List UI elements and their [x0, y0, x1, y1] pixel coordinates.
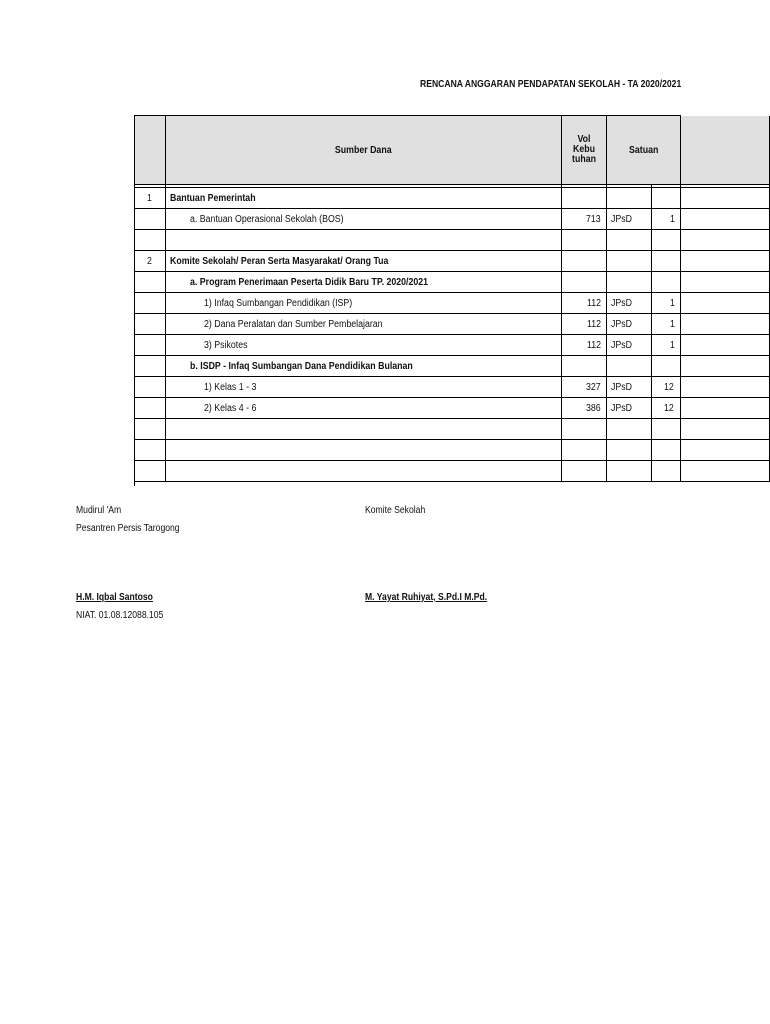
row-extra	[680, 293, 769, 314]
row-extra	[680, 209, 769, 230]
row-source-label: 2) Kelas 4 - 6	[165, 398, 561, 419]
row-source-label	[165, 419, 561, 440]
budget-table-container	[134, 115, 681, 486]
row-number	[135, 293, 165, 314]
row-extra	[680, 356, 769, 377]
row-source-label	[165, 230, 561, 251]
row-volume	[561, 251, 606, 272]
row-source-label: a. Program Penerimaan Peserta Didik Baru TP. 2020/2021	[165, 272, 561, 293]
row-extra	[680, 314, 769, 335]
row-volume: 112	[561, 335, 606, 356]
row-unit: JPsD	[606, 377, 651, 398]
row-frequency: 12	[651, 377, 680, 398]
row-volume: 112	[561, 314, 606, 335]
left-signer-id: NIAT. 01.08.12088.105	[76, 610, 164, 621]
row-source-label: 3) Psikotes	[165, 335, 561, 356]
row-extra	[680, 398, 769, 419]
table-row	[135, 272, 769, 293]
right-signer-name: M. Yayat Ruhiyat, S.Pd.I M.Pd.	[365, 592, 488, 603]
row-frequency	[651, 251, 680, 272]
row-extra	[680, 251, 769, 272]
row-volume: 112	[561, 293, 606, 314]
table-row	[135, 314, 769, 335]
table-row	[135, 188, 769, 209]
row-source-label: 1) Infaq Sumbangan Pendidikan (ISP)	[165, 293, 561, 314]
row-extra	[680, 335, 769, 356]
row-extra	[680, 188, 769, 209]
row-frequency	[651, 230, 680, 251]
row-extra	[680, 377, 769, 398]
table-row	[135, 293, 769, 314]
row-unit: JPsD	[606, 209, 651, 230]
table-row	[135, 440, 769, 461]
table-row	[135, 335, 769, 356]
table-row	[135, 419, 769, 440]
row-volume: 713	[561, 209, 606, 230]
row-number	[135, 335, 165, 356]
row-unit	[606, 461, 651, 482]
row-frequency	[651, 272, 680, 293]
row-volume	[561, 230, 606, 251]
row-unit	[606, 440, 651, 461]
row-extra	[680, 461, 769, 482]
row-frequency: 12	[651, 398, 680, 419]
row-extra	[680, 272, 769, 293]
row-source-label: b. ISDP - Infaq Sumbangan Dana Pendidikan Bulanan	[165, 356, 561, 377]
row-unit	[606, 272, 651, 293]
table-row	[135, 230, 769, 251]
row-unit	[606, 419, 651, 440]
row-unit	[606, 230, 651, 251]
row-number	[135, 272, 165, 293]
left-signer-org: Pesantren Persis Tarogong	[76, 523, 180, 534]
row-unit	[606, 188, 651, 209]
row-number	[135, 461, 165, 482]
row-volume: 327	[561, 377, 606, 398]
budget-table	[135, 116, 770, 482]
row-volume	[561, 188, 606, 209]
row-source-label	[165, 461, 561, 482]
row-frequency	[651, 419, 680, 440]
table-row	[135, 251, 769, 272]
row-frequency: 1	[651, 293, 680, 314]
row-number	[135, 398, 165, 419]
row-unit	[606, 356, 651, 377]
row-number	[135, 377, 165, 398]
row-unit: JPsD	[606, 335, 651, 356]
right-signer-role: Komite Sekolah	[365, 505, 426, 516]
row-frequency: 1	[651, 314, 680, 335]
row-number	[135, 209, 165, 230]
header-source: Sumber Dana	[165, 116, 561, 185]
row-volume	[561, 356, 606, 377]
row-source-label: Komite Sekolah/ Peran Serta Masyarakat/ Orang Tua	[165, 251, 561, 272]
row-frequency	[651, 356, 680, 377]
row-volume	[561, 419, 606, 440]
table-row	[135, 398, 769, 419]
row-number	[135, 314, 165, 335]
row-volume	[561, 440, 606, 461]
row-volume: 386	[561, 398, 606, 419]
row-number	[135, 230, 165, 251]
row-unit: JPsD	[606, 314, 651, 335]
table-header-row	[135, 116, 769, 185]
document-title: RENCANA ANGGARAN PENDAPATAN SEKOLAH - TA 2020/2021	[420, 79, 682, 90]
row-number	[135, 440, 165, 461]
row-source-label: Bantuan Pemerintah	[165, 188, 561, 209]
row-number	[135, 356, 165, 377]
row-frequency	[651, 440, 680, 461]
row-unit: JPsD	[606, 398, 651, 419]
row-source-label: 2) Dana Peralatan dan Sumber Pembelajaran	[165, 314, 561, 335]
row-extra	[680, 440, 769, 461]
row-frequency: 1	[651, 209, 680, 230]
row-number	[135, 419, 165, 440]
row-extra	[680, 230, 769, 251]
row-unit	[606, 251, 651, 272]
row-extra	[680, 419, 769, 440]
table-row	[135, 209, 769, 230]
left-signer-name: H.M. Iqbal Santoso	[76, 592, 153, 603]
row-unit: JPsD	[606, 293, 651, 314]
header-volume: Vol Kebu tuhan	[561, 116, 606, 185]
row-volume	[561, 461, 606, 482]
row-volume	[561, 272, 606, 293]
row-frequency: 1	[651, 335, 680, 356]
left-signer-role: Mudirul 'Am	[76, 505, 122, 516]
row-source-label: a. Bantuan Operasional Sekolah (BOS)	[165, 209, 561, 230]
table-row	[135, 461, 769, 482]
row-frequency	[651, 461, 680, 482]
row-number: 2	[135, 251, 165, 272]
row-source-label	[165, 440, 561, 461]
header-unit: Satuan	[606, 116, 651, 185]
row-frequency	[651, 188, 680, 209]
table-row	[135, 377, 769, 398]
row-source-label: 1) Kelas 1 - 3	[165, 377, 561, 398]
header-extra	[680, 116, 769, 185]
header-no	[135, 116, 165, 185]
row-number: 1	[135, 188, 165, 209]
table-row	[135, 356, 769, 377]
